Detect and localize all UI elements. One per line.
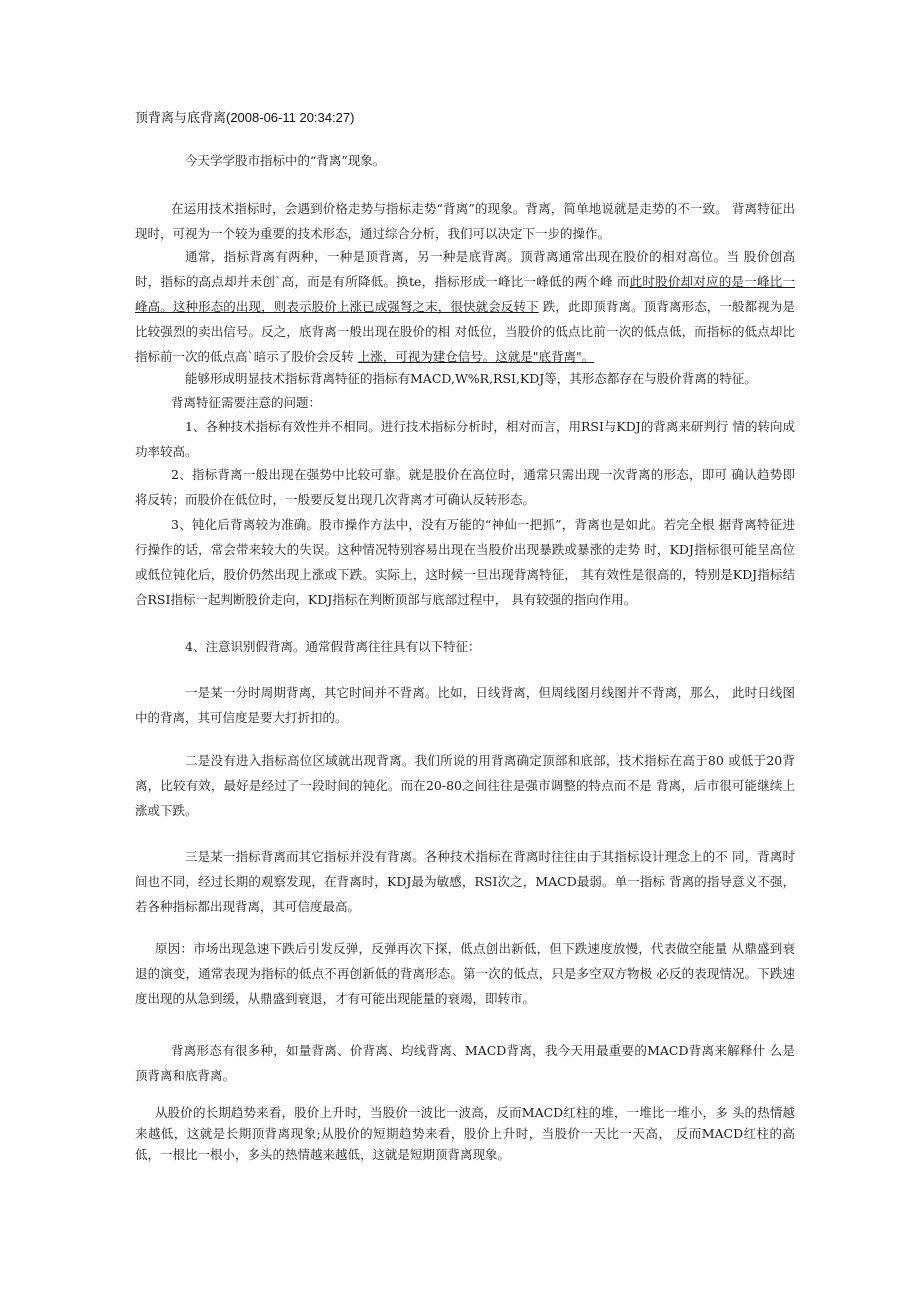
paragraph-text: 通常，指标背离有两种，一种是顶背离，另一种是底背离。顶背离通常出现在股价的相对高位。当 股价创高时，指标的高点却并未创`高，而是有所降低。换te，指标形成一峰比一峰低的两个峰 而 xyxy=(135,249,795,289)
intro-paragraph: 今天学学股市指标中的“背离”现象。 xyxy=(185,153,386,168)
notes-heading: 背离特征需要注意的问题： xyxy=(171,395,322,410)
reason-paragraph: 原因：市场出现急速下跌后引发反弹，反弹再次下探，低点创出新低，但下跌速度放慢，代表做空能量 从鼎盛到衰退的演变，通常表现为指标的低点不再创新低的背离形态。第一次的低点，只是多空双方物极 必反的表现情况。下跌速度出现的从急到缓，从鼎盛到衰退，才有可能出现能量的衰竭，即转市。 xyxy=(135,941,795,1006)
note-item-1: 1、各种技术指标有效性并不相同。进行技术指标分析时，相对而言，用RSI与KDJ的背离来研判行 情的转向成功率较高。 xyxy=(135,419,795,459)
underlined-text: 上涨，可视为建仓信号。这就是"底背离"。 xyxy=(357,349,595,364)
underlined-text: 此时股价却对应的是一峰比一峰高。这种形态的出现，则表示股价上涨已成强弩之末，很快就会反转下 xyxy=(135,274,795,314)
paragraph-indicators: 能够形成明显技术指标背离特征的指标有MACD,W%R,RSI,KDJ等，其形态都存在与股价背离的特征。 xyxy=(185,371,757,386)
paragraph-divergence-definition: 在运用技术指标时，会遇到价格走势与指标走势“背离”的现象。背离，简单地说就是走势的不一致。 背离特征出现时，可视为一个较为重要的技术形态，通过综合分析，我们可以决定下一步的操作。 xyxy=(135,201,795,241)
false-divergence-2: 二是没有进入指标高位区域就出现背离。我们所说的用背离确定顶部和底部，技术指标在高于80 或低于20背离，比较有效，最好是经过了一段时间的钝化。而在20-80之间往往是强市调整的特点而不是 背离，后市很可能继续上涨或下跌。 xyxy=(135,753,795,818)
paragraph-top-bottom-divergence xyxy=(135,244,795,369)
divergence-forms-paragraph: 背离形态有很多种，如量背离、价背离、均线背离、MACD背离，我今天用最重要的MACD背离来解释什 么是顶背离和底背离。 xyxy=(135,1043,795,1083)
false-divergence-1: 一是某一分时周期背离，其它时间并不背离。比如，日线背离，但周线图月线图并不背离，那么， 此时日线图中的背离，其可信度是要大打折扣的。 xyxy=(135,685,795,725)
article-title: 顶背离与底背离(2008-06-11 20:34:27) xyxy=(135,110,355,125)
false-divergence-3: 三是某一指标背离而其它指标并没有背离。各种技术指标在背离时往往由于其指标设计理念上的不 同，背离时间也不同，经过长期的观察发现，在背离时，KDJ最为敏感，RSI次之，MACD最弱。单一指标 背离的指导意义不强，若各种指标都出现背离，其可信度最高。 xyxy=(135,849,795,914)
note-item-4: 4、注意识别假背离。通常假背离往往具有以下特征： xyxy=(185,639,481,654)
note-item-3: 3、钝化后背离较为准确。股市操作方法中，没有万能的“神仙一把抓”，背离也是如此。若完全根 据背离特征进行操作的话，常会带来较大的失误。这种情况特别容易出现在当股价出现暴跌或暴涨的走势 时，KDJ指标很可能呈高位或低位钝化后，股价仍然出现上涨或下跌。实际上，这时候一旦出现背离特征， 其有效性是很高的，特别是KDJ指标结合RSI指标一起判断股价走向，KDJ指标在判断顶部与底部过程中， 具有较强的指向作用。 xyxy=(135,517,795,607)
paragraph-text: 跌，此即顶背离。顶背离形态，一般都视为是比较强烈的卖出信号。反之，底背离一般出现在股价的相 对低位，当股价的低点比前一次的低点低，而指标的低点却比指标前一次的低点高`暗示了股价会反转 xyxy=(135,299,795,364)
long-short-term-paragraph: 从股价的长期趋势来看，股价上升时，当股价一波比一波高，反而MACD红柱的堆，一堆比一堆小，多 头的热情越来越低，这就是长期顶背离现象;从股价的短期趋势来看，股价上升时，当股价一天比一天高， 反而MACD红柱的高低，一根比一根小，多头的热情越来越低，这就是短期顶背离现象。 xyxy=(135,1105,795,1162)
note-item-2: 2、指标背离一般出现在强势中比较可靠。就是股价在高位时，通常只需出现一次背离的形态，即可 确认趋势即将反转；而股价在低位时，一般要反复出现几次背离才可确认反转形态。 xyxy=(135,467,795,507)
